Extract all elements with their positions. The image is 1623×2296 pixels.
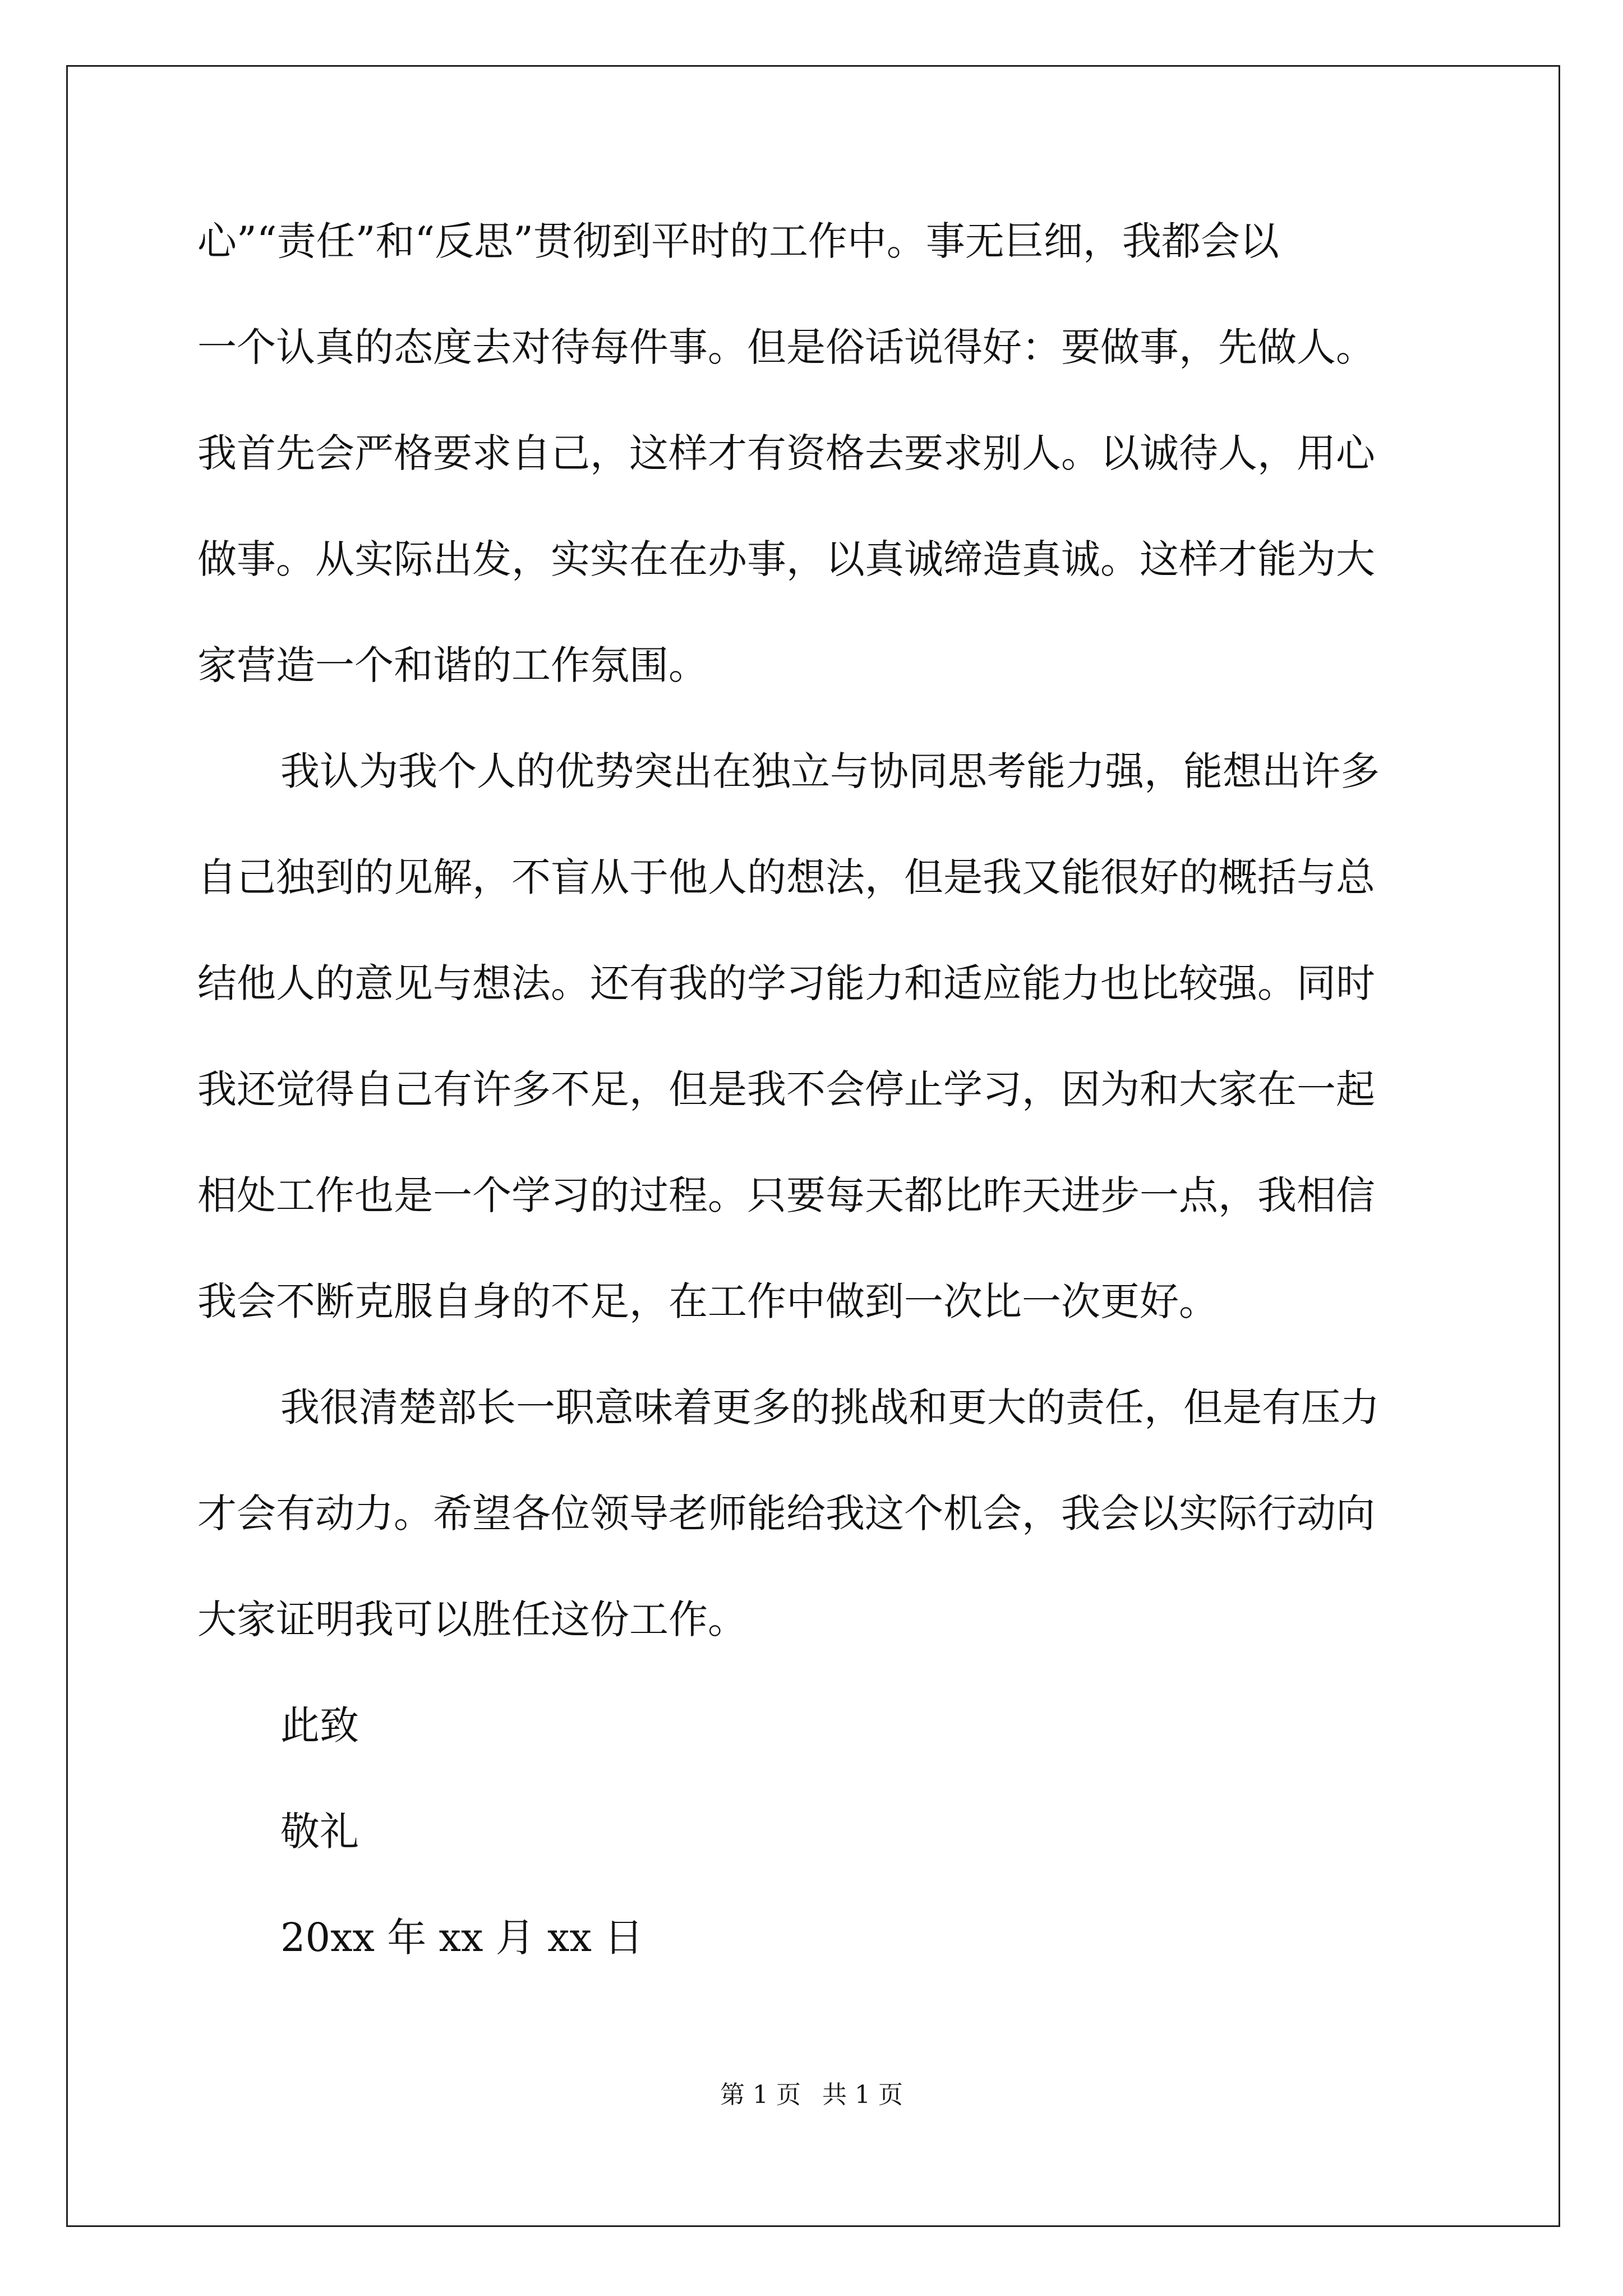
paragraph-start-line: 我认为我个人的优势突出在独立与协同思考能力强，能想出许多 <box>280 748 1380 794</box>
text-line: 我首先会严格要求自己，这样才有资格去要求别人。以诚待人，用心 <box>197 430 1375 476</box>
text-line: 一个认真的态度去对待每件事。但是俗话说得好：要做事，先做人。 <box>197 324 1375 370</box>
page-total: 共 1 页 <box>822 2081 903 2109</box>
page-number: 第 1 页 <box>720 2081 801 2109</box>
closing-salutation: 此致 <box>280 1703 359 1749</box>
text-line: 才会有动力。希望各位领导老师能给我这个机会，我会以实际行动向 <box>197 1490 1375 1536</box>
page-footer <box>0 2078 1623 2112</box>
text-line: 我还觉得自己有许多不足，但是我不会停止学习，因为和大家在一起 <box>197 1066 1375 1112</box>
text-line: 做事。从实际出发，实实在在办事，以真诚缔造真诚。这样才能为大 <box>197 536 1375 582</box>
paragraph-start-line: 我很清楚部长一职意味着更多的挑战和更大的责任，但是有压力 <box>280 1384 1380 1430</box>
text-line: 心”“责任”和“反思”贯彻到平时的工作中。事无巨细，我都会以 <box>197 218 1279 264</box>
page-border <box>66 65 1560 2227</box>
text-line: 相处工作也是一个学习的过程。只要每天都比昨天进步一点，我相信 <box>197 1172 1375 1218</box>
text-line: 自己独到的见解，不盲从于他人的想法，但是我又能很好的概括与总 <box>197 854 1375 900</box>
text-line: 家营造一个和谐的工作氛围。 <box>197 642 708 688</box>
text-line: 大家证明我可以胜任这份工作。 <box>197 1596 747 1642</box>
text-line: 结他人的意见与想法。还有我的学习能力和适应能力也比较强。同时 <box>197 960 1375 1006</box>
closing-regards: 敬礼 <box>280 1809 359 1855</box>
letter-date: 20xx 年 xx 月 xx 日 <box>280 1915 644 1961</box>
text-line: 我会不断克服自身的不足，在工作中做到一次比一次更好。 <box>197 1278 1218 1324</box>
